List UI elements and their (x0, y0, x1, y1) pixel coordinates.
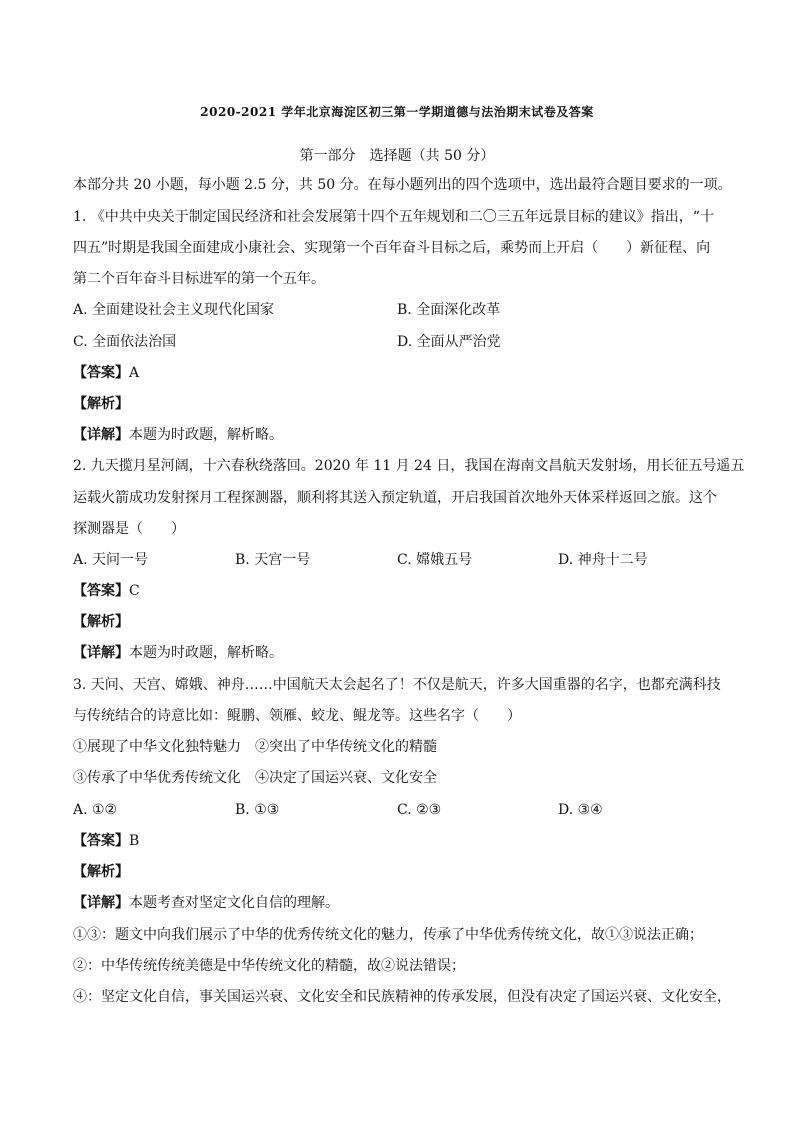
q3-option-a: A. ①② (73, 802, 118, 818)
section-intro: 本部分共 20 小题，每小题 2.5 分，共 50 分。在每小题列出的四个选项中，选出最符合题目要求的一项。 (73, 177, 732, 193)
q3-option-d: D. ③④ (558, 802, 603, 818)
q1-option-b: B. 全面深化改革 (397, 302, 501, 318)
q2-stem-line: 探测器是（ ） (73, 521, 185, 537)
q1-analysis-label: 【解析】 (73, 396, 129, 412)
q2-option-b: B. 天宫一号 (235, 552, 311, 568)
q2-answer (73, 582, 140, 600)
q2-option-d: D. 神舟十二号 (558, 552, 648, 568)
q2-option-c: C. 嫦娥五号 (397, 552, 473, 568)
q3-stem-line: 与传统结合的诗意比如：鲲鹏、领雁、蛟龙、鲲龙等。这些名字（ ） (73, 708, 521, 724)
q3-stem-line: 3. 天问、天宫、嫦娥、神舟……中国航天太会起名了！不仅是航天，许多大国重器的名字，也都充满科技 (73, 677, 721, 693)
q3-analysis-label: 【解析】 (73, 864, 129, 880)
document-title: 2020-2021 学年北京海淀区初三第一学期道德与法治期末试卷及答案 (200, 105, 594, 119)
answer-label: 【答案】 (73, 833, 129, 849)
q3-statement-line: ①展现了中华文化独特魅力 ②突出了中华传统文化的精髓 (73, 739, 437, 755)
answer-value: C (129, 583, 140, 599)
q1-option-d: D. 全面从严治党 (397, 334, 501, 350)
q1-stem-line: 第二个百年奋斗目标进军的第一个五年。 (73, 271, 325, 287)
answer-label: 【答案】 (73, 583, 129, 599)
q1-stem-line: 四五”时期是我国全面建成小康社会、实现第一个百年奋斗目标之后，乘势而上开启（ ）新征程、向 (73, 240, 711, 256)
q3-detail (73, 894, 339, 912)
q3-explanation-line: ②：中华传统传统美德是中华传统文化的精髓，故②说法错误； (73, 958, 465, 974)
q1-detail (73, 426, 283, 444)
detail-text: 本题考查对坚定文化自信的理解。 (129, 895, 339, 911)
q1-option-c: C. 全面依法治国 (73, 334, 177, 350)
q1-option-a: A. 全面建设社会主义现代化国家 (73, 302, 275, 318)
q3-answer (73, 832, 139, 850)
q2-stem-line: 2. 九天揽月星河阔，十六春秋绕落回。2020 年 11 月 24 日，我国在海南文昌航天发射场，用长征五号遥五 (73, 458, 745, 474)
answer-label: 【答案】 (73, 365, 129, 381)
q2-detail (73, 644, 283, 662)
q1-answer (73, 364, 139, 382)
detail-label: 【详解】 (73, 895, 129, 911)
q2-stem-line: 运载火箭成功发射探月工程探测器，顺利将其送入预定轨道，开启我国首次地外天体采样返回之旅。这个 (73, 490, 717, 506)
q3-statement-line: ③传承了中华优秀传统文化 ④决定了国运兴衰、文化安全 (73, 770, 437, 786)
q3-explanation-line: ④：坚定文化自信，事关国运兴衰、文化安全和民族精神的传承发展，但没有决定了国运兴衰、文化安全， (73, 989, 731, 1005)
q1-stem-line: 1. 《中共中央关于制定国民经济和社会发展第十四个五年规划和二〇三五年远景目标的建议》指出，“十 (73, 209, 714, 225)
q3-option-b: B. ①③ (235, 802, 280, 818)
detail-text: 本题为时政题，解析略。 (129, 645, 283, 661)
q2-analysis-label: 【解析】 (73, 614, 129, 630)
q3-option-c: C. ②③ (397, 802, 442, 818)
detail-text: 本题为时政题，解析略。 (129, 427, 283, 443)
detail-label: 【详解】 (73, 645, 129, 661)
q3-explanation-line: ①③：题文中向我们展示了中华的优秀传统文化的魅力，传承了中华优秀传统文化，故①③说法正确； (73, 927, 703, 943)
answer-value: A (129, 365, 140, 381)
answer-value: B (129, 833, 140, 849)
section-heading: 第一部分 选择题（共 50 分） (299, 148, 495, 164)
detail-label: 【详解】 (73, 427, 129, 443)
q2-option-a: A. 天问一号 (73, 552, 149, 568)
